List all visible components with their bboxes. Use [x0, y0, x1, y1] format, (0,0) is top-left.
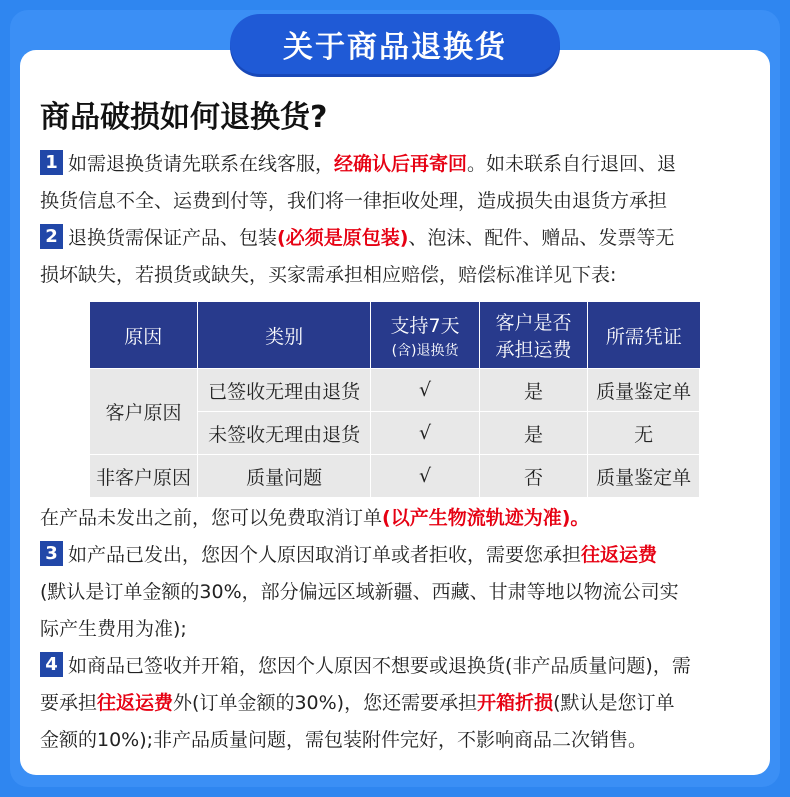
p2-text-c: 、泡沫、配件、赠品、发票等无: [408, 227, 675, 249]
banner-title: 关于商品退换货: [283, 30, 507, 65]
table-header-row: [90, 302, 700, 369]
cell-proof: 质量鉴定单: [588, 369, 700, 412]
p1-highlight: 经确认后再寄回: [334, 153, 468, 175]
cell-reason: 非客户原因: [90, 455, 198, 498]
header-freight-line2: 承担运费: [495, 339, 572, 361]
header-support-line1: 支持7天: [390, 314, 460, 337]
header-support-line2: 退换货: [416, 342, 459, 359]
p3-line3: 际产生费用为准);: [40, 618, 187, 640]
p4-line2-e: (默认是您订单: [553, 692, 675, 714]
table-row: [90, 369, 700, 412]
p1-text-c: 。如未联系自行退回、退: [467, 153, 677, 175]
p2-text-a: 退换货需保证产品、包装: [68, 227, 278, 249]
p4-line2-a: 要承担: [40, 692, 98, 714]
cell-support: √: [371, 369, 480, 412]
cell-support: √: [371, 412, 480, 455]
paragraph-1: [40, 146, 676, 220]
header-support-small: (含): [391, 342, 417, 359]
p2-highlight: (必须是原包装): [277, 227, 409, 249]
p-pre-highlight: (以产生物流轨迹为准)。: [382, 507, 590, 529]
cell-reason: 客户原因: [90, 369, 198, 455]
number-badge-1: 1: [40, 150, 63, 175]
p-pre-text: 在产品未发出之前，您可以免费取消订单: [40, 507, 383, 529]
header-category: 类别: [197, 302, 370, 369]
p2-line2: 损坏缺失，若损货或缺失，买家需承担相应赔偿，赔偿标准详见下表:: [40, 264, 617, 286]
cell-category: 已签收无理由退货: [197, 369, 370, 412]
cell-freight: 是: [479, 369, 587, 412]
paragraph-pre: [40, 500, 589, 537]
p3-highlight: 往返运费: [581, 544, 658, 566]
p4-line2-c: 外(订单金额的30%)，您还需要承担: [173, 692, 478, 714]
header-freight-line1: 客户是否: [495, 312, 572, 334]
section-heading: 商品破损如何退换货?: [40, 100, 328, 135]
p4-highlight-freight: 往返运费: [97, 692, 174, 714]
p4-line3: 金额的10%);非产品质量问题，需包装附件完好，不影响商品二次销售。: [40, 729, 648, 751]
cell-category: 质量问题: [197, 455, 370, 498]
header-freight: [479, 302, 587, 369]
table-row: [90, 455, 700, 498]
compensation-table: [89, 302, 700, 498]
cell-support: √: [371, 455, 480, 498]
cell-freight: 是: [479, 412, 587, 455]
p3-text-a: 如产品已发出，您因个人原因取消订单或者拒收，需要您承担: [68, 544, 582, 566]
number-badge-2: 2: [40, 224, 63, 249]
p3-line2: (默认是订单金额的30%，部分偏远区域新疆、西藏、甘肃等地以物流公司实: [40, 581, 679, 603]
p4-text-a: 如商品已签收并开箱，您因个人原因不想要或退换货(非产品质量问题)，需: [68, 655, 691, 677]
header-reason: 原因: [90, 302, 198, 369]
header-proof: 所需凭证: [588, 302, 700, 369]
cell-freight: 否: [479, 455, 587, 498]
title-banner: [230, 14, 560, 74]
paragraph-4: [40, 648, 691, 759]
paragraph-2: [40, 220, 674, 294]
p1-line2: 换货信息不全、运费到付等，我们将一律拒收处理，造成损失由退货方承担: [40, 190, 668, 212]
number-badge-4: 4: [40, 652, 63, 677]
paragraph-3: [40, 537, 679, 648]
header-support: [371, 302, 480, 369]
p4-highlight-damage: 开箱折损: [477, 692, 554, 714]
cell-category: 未签收无理由退货: [197, 412, 370, 455]
p1-text-a: 如需退换货请先联系在线客服，: [68, 153, 335, 175]
number-badge-3: 3: [40, 541, 63, 566]
cell-proof: 质量鉴定单: [588, 455, 700, 498]
cell-proof: 无: [588, 412, 700, 455]
